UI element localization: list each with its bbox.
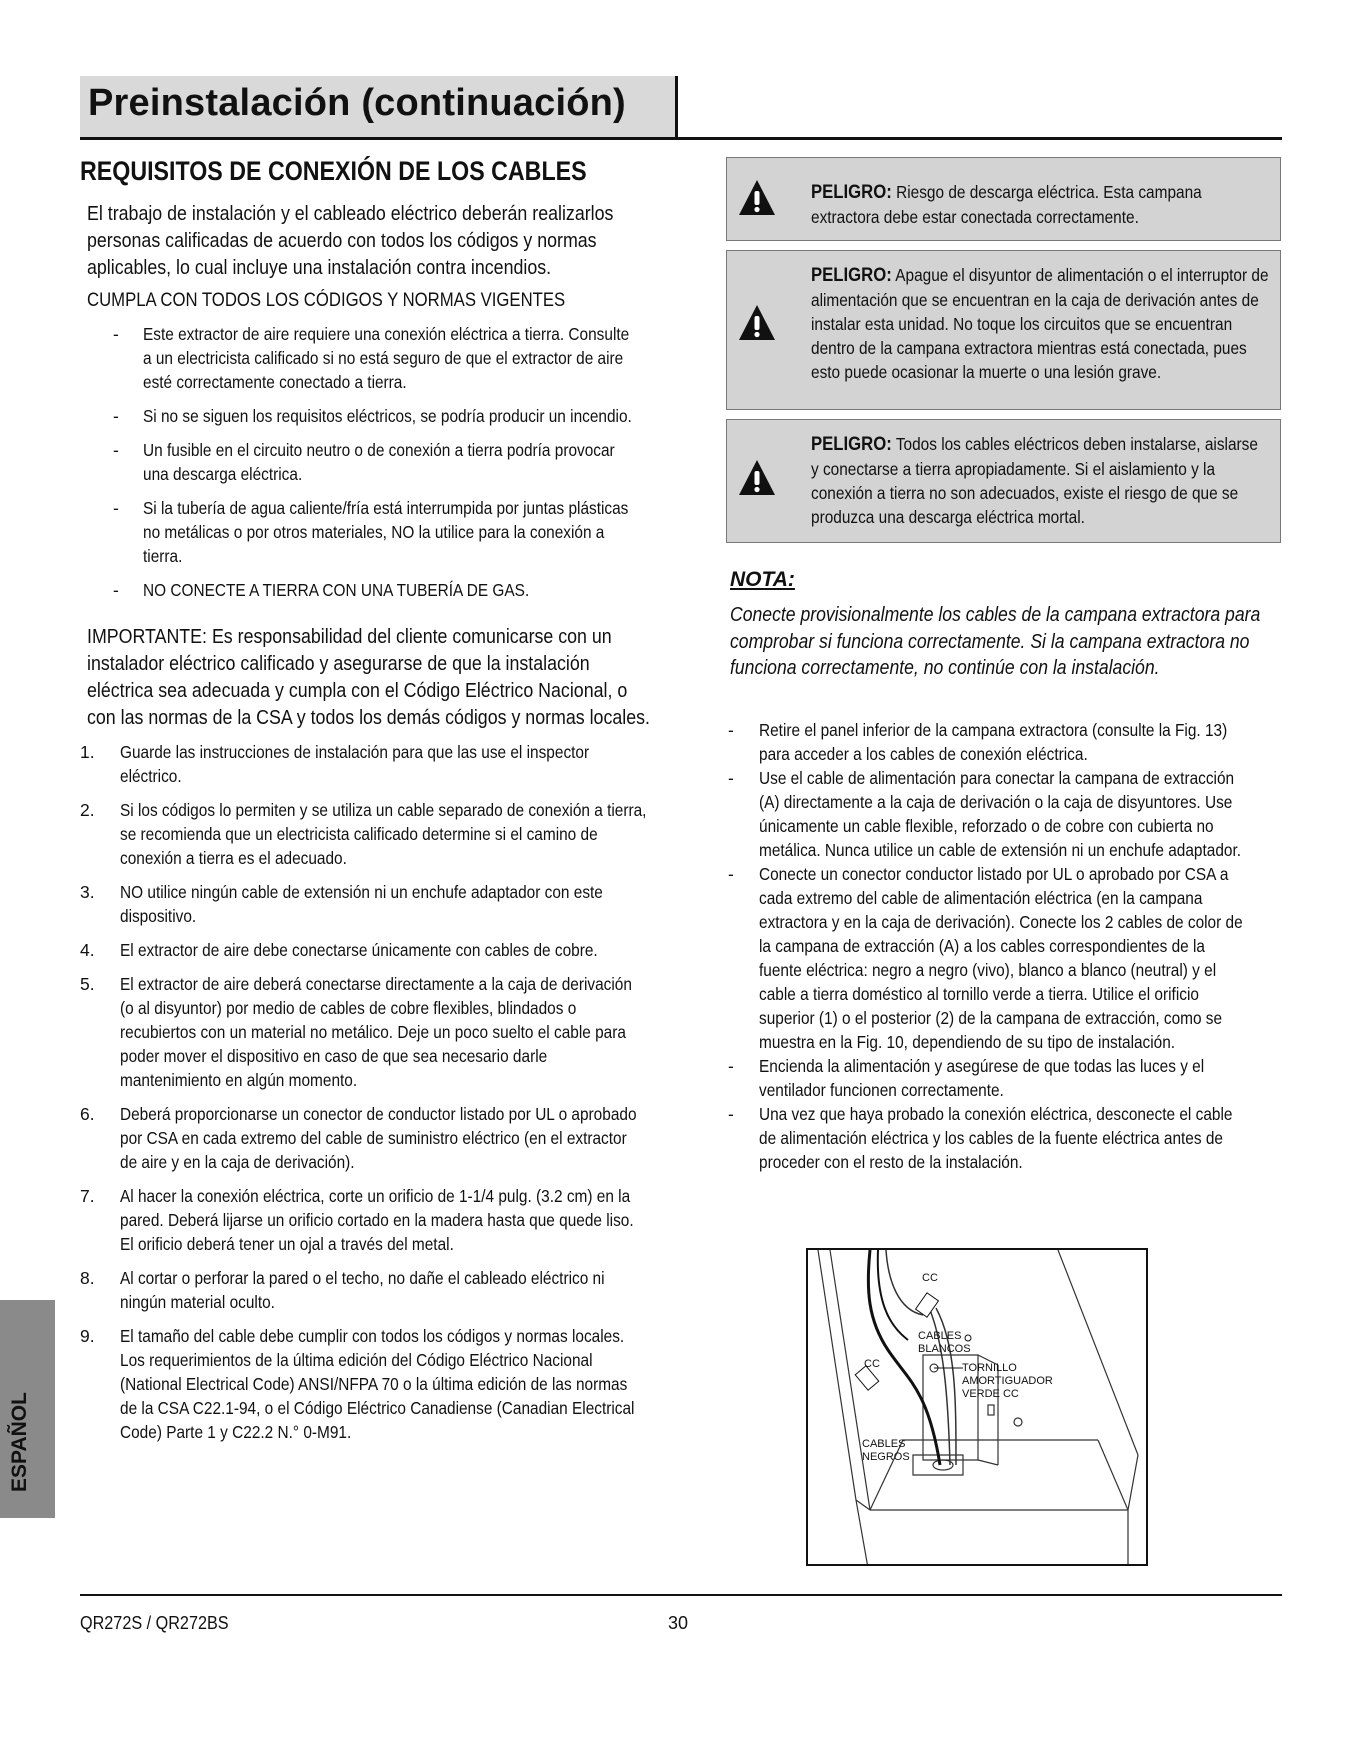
list-item: 8. Al cortar o perforar la pared o el techo, no dañe el cableado eléctrico ni ningún material oculto. bbox=[80, 1268, 605, 1312]
note-paragraph: Conecte provisionalmente los cables de la campana extractora para comprobar si funciona correctamente. Si la campana extractora no funciona correctamente, no continúe con la instalación. bbox=[730, 604, 1261, 679]
warning-icon bbox=[737, 178, 777, 218]
danger-text: Todos los cables eléctricos deben instalarse, aislarse y conectarse a tierra apropiadamente. Si el aislamiento y la conexión a tierra no son adecuados, existe el riesgo de que se produzca una descarga eléctrica mortal. bbox=[811, 434, 1258, 527]
footer-rule bbox=[80, 1594, 1282, 1596]
list-item: 3. NO utilice ningún cable de extensión ni un enchufe adaptador con este dispositivo. bbox=[80, 882, 603, 926]
list-item: 4. El extractor de aire debe conectarse únicamente con cables de cobre. bbox=[80, 940, 598, 960]
list-item: - Un fusible en el circuito neutro o de conexión a tierra podría provocar una descarga eléctrica. bbox=[113, 440, 615, 484]
numbered-list bbox=[80, 740, 660, 1444]
note-heading: NOTA: bbox=[730, 568, 795, 591]
page-number: 30 bbox=[668, 1613, 689, 1633]
danger-label: PELIGRO: bbox=[811, 182, 892, 203]
danger-label: PELIGRO: bbox=[811, 265, 892, 286]
danger-text: Apague el disyuntor de alimentación o el interruptor de alimentación que se encuentran en la caja de derivación antes de instalar esta unidad. No toque los circuitos que se encuentran dentro de la campana extractora mientras está conectada, pues esto puede ocasionar la muerte o una lesión grave. bbox=[811, 265, 1269, 382]
section-heading: REQUISITOS DE CONEXIÓN DE LOS CABLES bbox=[80, 156, 587, 186]
figure-label-screw: TORNILLO AMORTIGUADOR VERDE CC bbox=[962, 1362, 1053, 1400]
list-item: 9. El tamaño del cable debe cumplir con todos los códigos y normas locales. Los requerimientos de la última edición del Código Eléctrico Nacional (National Electrical Code) ANSI/NFPA 70 o la última edición de las normas de la CSA C22.1-94, o el Código Eléctrico Canadiense (Canadian Electrical Code) Parte 1 y C22.2 N.° 0-M91. bbox=[80, 1326, 635, 1442]
list-item: 1. Guarde las instrucciones de instalación para que las use el inspector eléctrico. bbox=[80, 742, 590, 786]
danger-box-1 bbox=[726, 157, 1281, 241]
wiring-steps-list bbox=[726, 718, 1306, 1174]
danger-label: PELIGRO: bbox=[811, 434, 892, 455]
codes-subheading: CUMPLA CON TODOS LOS CÓDIGOS Y NORMAS VIGENTES bbox=[87, 290, 566, 311]
danger-text: Riesgo de descarga eléctrica. Esta campana extractora debe estar conectada correctamente. bbox=[811, 182, 1202, 227]
intro-paragraph: El trabajo de instalación y el cableado eléctrico deberán realizarlos personas calificadas de acuerdo con todos los códigos y normas aplicables, lo cual incluye una instalación contra incendios. bbox=[87, 203, 614, 279]
list-item: - Una vez que haya probado la conexión eléctrica, desconecte el cable de alimentación eléctrica y los cables de la fuente eléctrica antes de proceder con el resto de la instalación. bbox=[728, 1104, 1233, 1172]
list-item: - Use el cable de alimentación para conectar la campana de extracción (A) directamente a la caja de derivación o la caja de disyuntores. Use únicamente un cable flexible, reforzado o de cobre con cubierta no metálica. Nunca utilice un cable de extensión ni un enchufe adaptador. bbox=[728, 768, 1242, 860]
figure-label-white-cables: CABLES BLANCOS bbox=[918, 1330, 971, 1355]
left-column bbox=[80, 150, 660, 1454]
list-item: - Conecte un conector conductor listado por UL o aprobado por CSA a cada extremo del cable de alimentación eléctrica (en la campana extractora y en la caja de derivación). Conecte los 2 cables de color de la campana de extracción (A) a los cables correspondientes de la fuente eléctrica: negro a negro (vivo), blanco a blanco (neutral) y el cable a tierra doméstico al tornillo verde a tierra. Utilice el orificio superior (1) o el posterior (2) de la campana de extracción, como se muestra en la Fig. 10, dependiendo de su tipo de instalación. bbox=[728, 864, 1243, 1052]
title-rule bbox=[80, 137, 1282, 140]
figure-label-black-cables: CABLES NEGROS bbox=[862, 1438, 910, 1463]
list-item: - Retire el panel inferior de la campana extractora (consulte la Fig. 13) para acceder a los cables de conexión eléctrica. bbox=[728, 720, 1228, 764]
figure-label-cc: CC bbox=[922, 1272, 938, 1284]
list-item: 2. Si los códigos lo permiten y se utiliza un cable separado de conexión a tierra, se recomienda que un electricista calificado determine si el camino de conexión a tierra es el adecuado. bbox=[80, 800, 647, 868]
page-title: Preinstalación (continuación) bbox=[88, 82, 626, 124]
language-tab bbox=[0, 1300, 55, 1518]
language-tab-label: ESPAÑOL bbox=[8, 1392, 31, 1492]
warning-icon bbox=[737, 458, 777, 498]
figure-label-cc-left: CC bbox=[864, 1358, 880, 1370]
danger-box-3 bbox=[726, 419, 1281, 543]
list-item: - Este extractor de aire requiere una conexión eléctrica a tierra. Consulte a un electricista calificado si no está seguro de que el extractor de aire esté correctamente conectado a tierra. bbox=[113, 324, 630, 392]
footer-model: QR272S / QR272BS bbox=[80, 1613, 229, 1633]
list-item: - NO CONECTE A TIERRA CON UNA TUBERÍA DE GAS. bbox=[113, 580, 530, 600]
list-item: 5. El extractor de aire deberá conectarse directamente a la caja de derivación (o al disyuntor) por medio de cables de cobre flexibles, blindados o recubiertos con un material no metálico. Deje un poco suelto el cable para poder mover el dispositivo en caso de que sea necesario darle mantenimiento en algún momento. bbox=[80, 974, 632, 1090]
warning-icon bbox=[737, 303, 777, 343]
wiring-illustration bbox=[808, 1250, 1148, 1566]
list-item: - Encienda la alimentación y asegúrese de que todas las luces y el ventilador funcionen correctamente. bbox=[728, 1056, 1205, 1100]
list-item: - Si la tubería de agua caliente/fría está interrumpida por juntas plásticas no metálicas o por otros materiales, NO la utilice para la conexión a tierra. bbox=[113, 498, 629, 566]
list-item: - Si no se siguen los requisitos eléctricos, se podría producir un incendio. bbox=[113, 406, 632, 426]
list-item: 6. Deberá proporcionarse un conector de conductor listado por UL o aprobado por CSA en cada extremo del cable de suministro eléctrico (en el extractor de aire y en la caja de derivación). bbox=[80, 1104, 637, 1172]
important-paragraph: IMPORTANTE: Es responsabilidad del cliente comunicarse con un instalador eléctrico calificado y asegurarse de que la instalación eléctrica sea adecuada y cumpla con el Código Eléctrico Nacional, o con las normas de la CSA y todos los demás códigos y normas locales. bbox=[87, 626, 650, 729]
wiring-figure bbox=[806, 1248, 1148, 1566]
danger-box-2 bbox=[726, 250, 1281, 410]
list-item: 7. Al hacer la conexión eléctrica, corte un orificio de 1-1/4 pulg. (3.2 cm) en la pared. Deberá lijarse un orificio cortado en la madera hasta que quede liso. El orificio deberá tener un ojal a través del metal. bbox=[80, 1186, 634, 1254]
requirements-list bbox=[80, 322, 660, 602]
page-title-box bbox=[80, 76, 678, 138]
